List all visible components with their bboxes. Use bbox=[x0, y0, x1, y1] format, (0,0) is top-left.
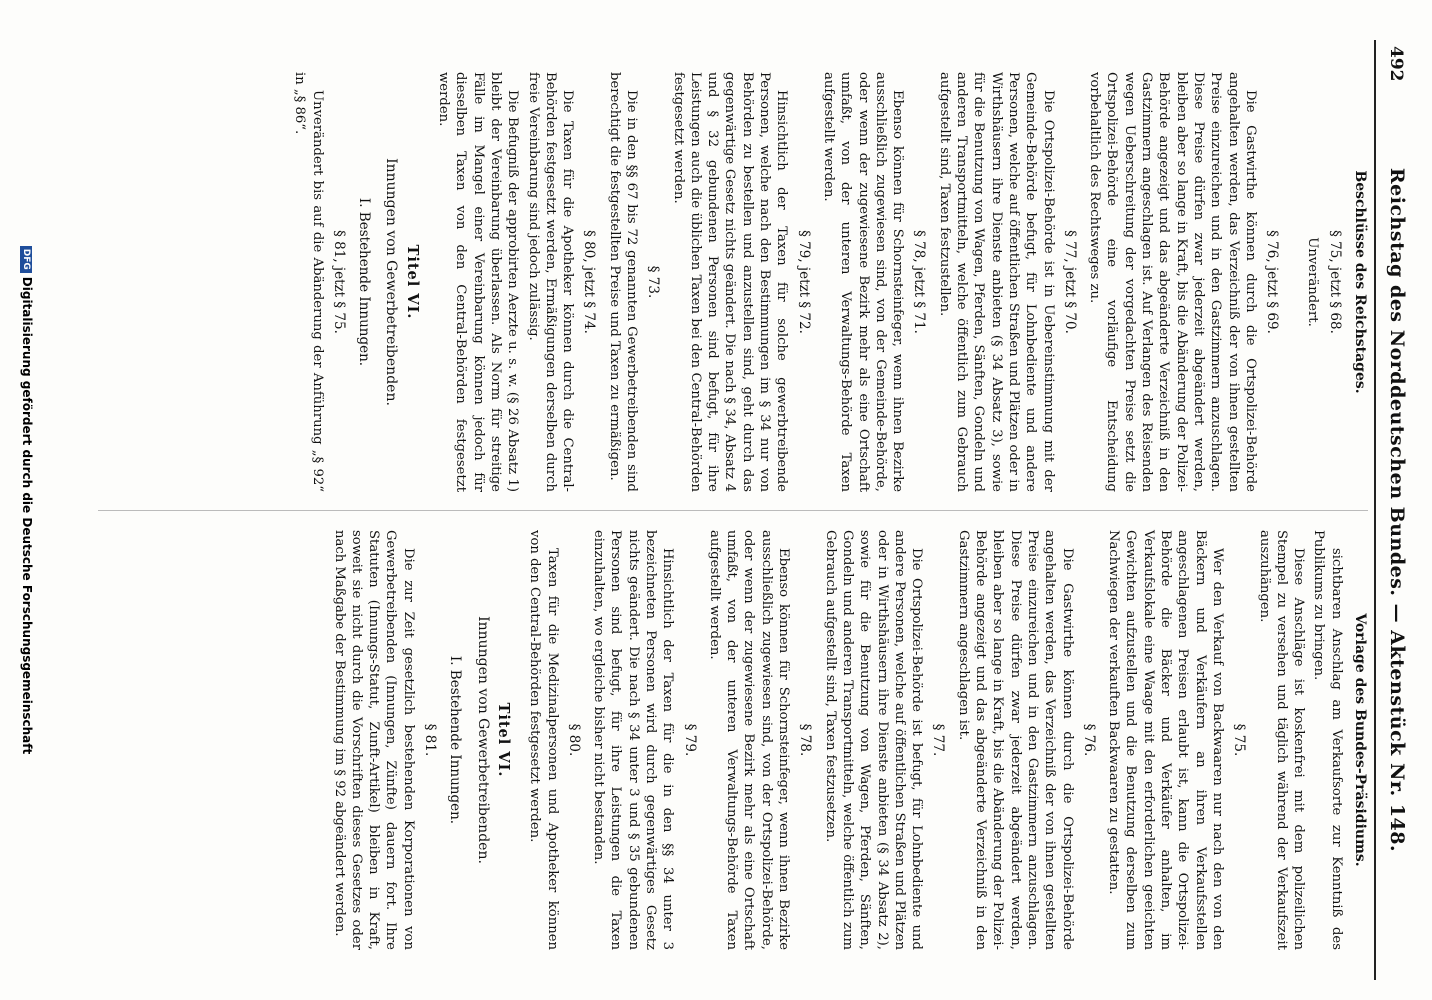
title-heading: Titel VI. bbox=[494, 702, 512, 778]
paragraph-text: Ebenso können für Schornsteinfeger, wenn ihnen Bezirke ausschließlich zugewiesen sind, von der Ortspolizei-Behörde, oder wenn der zugewiesene Bezirk mehr als eine Ortschaft umfaßt, von der unteren Verwaltungs-Behörde Taxen aufgestellt werden. bbox=[706, 530, 792, 950]
paragraph-text: Die Gastwirthe können durch die Ortspolizei-Behörde angehalten werden, das Verzeichniß der von ihnen gestellten Preise einzureichen und in den Gastzimmern anzuschlagen. Diese Preise dürfen zwar jederzeit abgeändert werden, bleiben aber so lange in Kraft, bis die Abänderung der Polizei-Behörde angezeigt und das abgeänderte Verzeichniß in den Gastzimmern angeschlagen ist. Auf Verlangen des Reisenden wegen Ueberschreitung der vorgedachten Preise setzt die Ortspolizei-Behörde eine vorläufige Entscheidung vorbehaltlich des Rechtsweges zu. bbox=[1087, 72, 1258, 492]
column-presidium-draft bbox=[327, 530, 1368, 950]
section-number: § 76. bbox=[1080, 723, 1097, 757]
paragraph-text: Wer den Verkauf von Backwaaren nur nach den von den Bäckern und Verkäufern an ihren Verkaufsstellen angeschlagenen Preisen erlaubt ist, kann die Ortspolizei-Behörde die Bäcker und Verkäufer anhalten, im Verkaufslokale eine Waage mit den erforderlichen geeichten Gewichten aufzustellen und die Benutzung derselben zum Nachwiegen der verkauften Backwaaren zu gestatten. bbox=[1106, 530, 1225, 950]
paragraph-text: Die Ortspolizei-Behörde ist in Uebereinstimmung mit der Gemeinde-Behörde befugt, für Lohnbediente und andere Personen, welche auf öffentlichen Straßen und Plätzen oder in Wirthshäusern ihre Dienste anbieten (§ 34 Absatz 3), sowie für die Benutzung von Wagen, Pferden, Sänften, Gondeln und anderen Transportmitteln, welche öffentlich zum Gebrauch aufgestellt sind, Taxen festzustellen. bbox=[936, 72, 1056, 492]
title-heading: Titel VI. bbox=[403, 244, 421, 320]
section-number: § 76, jetzt § 69. bbox=[1264, 230, 1281, 334]
column-reichstag-resolutions bbox=[288, 72, 1368, 492]
page-header bbox=[1374, 40, 1414, 980]
section-number: § 81, jetzt § 75. bbox=[330, 230, 347, 334]
note-text: Unverändert. bbox=[1305, 237, 1321, 327]
paragraph-text: Die zur Zeit gesetzlich bestehenden Korporationen von Gewerbetreibenden (Innungen, Zünfte) dauern fort. Ihre Statuten (Innungs-Statut, Zunft-Artikel) bleiben in Kraft, soweit sie nicht durch die Vorschriften dieses Gesetzes oder nach Maßgabe der Bestimmung im § 92 abgeändert werden. bbox=[331, 530, 416, 950]
paragraph-text: sichtbaren Anschlag am Verkaufsorte zur Kenntniß des Publikums zu bringen. bbox=[1311, 530, 1344, 950]
credit-text: Digitalisierung gefördert durch die Deutsche Forschungsgemeinschaft bbox=[20, 276, 34, 755]
dfg-logo: DFG bbox=[21, 246, 33, 273]
column-heading-reichstag: Beschlüsse des Reichstages. bbox=[1352, 170, 1368, 394]
section-number: § 73. bbox=[645, 265, 662, 299]
section-number: § 81. bbox=[422, 723, 439, 757]
title-subheading: Innungen von Gewerbetreibenden. bbox=[474, 616, 491, 864]
section-number: § 78, jetzt § 71. bbox=[911, 230, 928, 334]
paragraph-text: Hinsichtlich der Taxen für die in den §§ 34 unter 3 bezeichneten Personen wird durch gegenwärtiges Gesetz nichts geändert. Die nach § 34 unter 3 und § 35 gebundenen Personen sind befugt, für ihre Leistungen die Taxen einzuhalten, wo ergleiche bisher nicht bestanden. bbox=[591, 530, 676, 950]
paragraph-text: Unverändert bis auf die Abänderung der Anführung „§ 92“ in „§ 86“. bbox=[292, 72, 325, 492]
paragraph-text: Hinsichtlich der Taxen für solche gewerbtreibende Personen, welche nach den Bestimmungen im § 34 nur von Behörden zu bestellen und anzustellen sind, geht durch das gegenwärtige Gesetz nichts geändert. Die nach § 34, Absatz 4 und § 32 gebundenen Personen sind befugt, für ihre Leistungen auch die üblichen Taxen bei den Central-Behörden festgesetzt werden. bbox=[670, 72, 790, 492]
page-number: 492 bbox=[1386, 46, 1406, 82]
paragraph-text: Die Taxen für die Apotheker können durch die Central-Behörden festgesetzt werden, Ermäßigungen derselben durch freie Vereinbarung sind jedoch zulässig. bbox=[525, 72, 576, 492]
digitization-credit bbox=[20, 0, 34, 1000]
section-number: § 75, jetzt § 68. bbox=[1326, 230, 1343, 334]
paragraph-text: Die Gastwirthe können durch die Ortspolizei-Behörde angehalten werden, das Verzeichniß der von ihnen gestellten Preise einzureichen und in den Gastzimmern anzuschlagen. Diese Preise dürfen zwar jederzeit abgeändert werden, bleiben aber so lange in Kraft, bis die Abänderung der Polizei-Behörde angezeigt und das abgeänderte Verzeichniß in den Gastzimmern angeschlagen ist. bbox=[955, 530, 1075, 950]
section-number: § 79. bbox=[681, 723, 698, 757]
paragraph-text: Die in den §§ 67 bis 72 genannten Gewerbetreibenden sind berechtigt die festgestellten Preise und Taxen zu ermäßigen. bbox=[606, 72, 640, 492]
paragraph-text: Ebenso können für Schornsteinfeger, wenn ihnen Bezirke ausschließlich zugewiesen sind, von der Gemeinde-Behörde, oder wenn der zugewiesene Bezirk mehr als eine Ortschaft umfaßt, von der unteren Verwaltungs-Behörde Taxen aufgestellt werden. bbox=[820, 72, 906, 492]
paragraph-text: Die Ortspolizei-Behörde ist befugt, für Lohnbediente und andere Personen, welche auf öffentlichen Straßen und Plätzen oder in Wirthshäusern ihre Dienste anbieten (§ 34 Absatz 2), sowie für die Benutzung von Wagen, Pferden, Sänften, Gondeln und anderen Transportmitteln, welche öffentlich zum Gebrauch aufgestellt sind, Taxen festzusetzen. bbox=[822, 530, 925, 950]
title-subheading: Innungen von Gewerbetreibenden. bbox=[383, 158, 400, 406]
spacer bbox=[1288, 72, 1302, 492]
running-title: Reichstag des Norddeutschen Bundes. — Aktenstück Nr. 148. bbox=[1386, 167, 1408, 853]
section-number: § 75. bbox=[1231, 723, 1248, 757]
section-number: § 78. bbox=[797, 723, 814, 757]
paragraph-text: Taxen für die Medizinalpersonen und Apotheker können von den Central-Behörden festgesetzt werden. bbox=[527, 530, 560, 950]
section-number: § 80, jetzt § 74. bbox=[581, 230, 598, 334]
section-number: § 80. bbox=[565, 723, 582, 757]
column-body bbox=[291, 72, 1343, 492]
column-body bbox=[330, 530, 1344, 950]
subsection-heading: I. Bestehende Innungen. bbox=[356, 197, 373, 367]
column-divider bbox=[98, 510, 1368, 511]
section-number: § 77. bbox=[930, 723, 947, 757]
subsection-heading: I. Bestehende Innungen. bbox=[447, 655, 464, 825]
section-number: § 79, jetzt § 72. bbox=[795, 230, 812, 334]
paragraph-text: Die Befugniß der approbirten Aerzte u. s. w. (§ 26 Absatz 1) bleibt der Vereinbarung überlassen. Als Norm für streitige Fälle im Mangel einer Vereinbarung können jedoch für dieselben Taxen von den Central-Behörden festgesetzt werden. bbox=[436, 72, 521, 492]
paragraph-text: Diese Anschläge ist koskenfrei mit dem polizeilichen Stempel zu versehen und täglich während der Verkaufszeit auszuhängen. bbox=[1256, 530, 1307, 950]
section-number: § 77, jetzt § 70. bbox=[1061, 230, 1078, 334]
column-heading-presidium: Vorlage des Bundes-Präsidiums. bbox=[1352, 613, 1368, 867]
